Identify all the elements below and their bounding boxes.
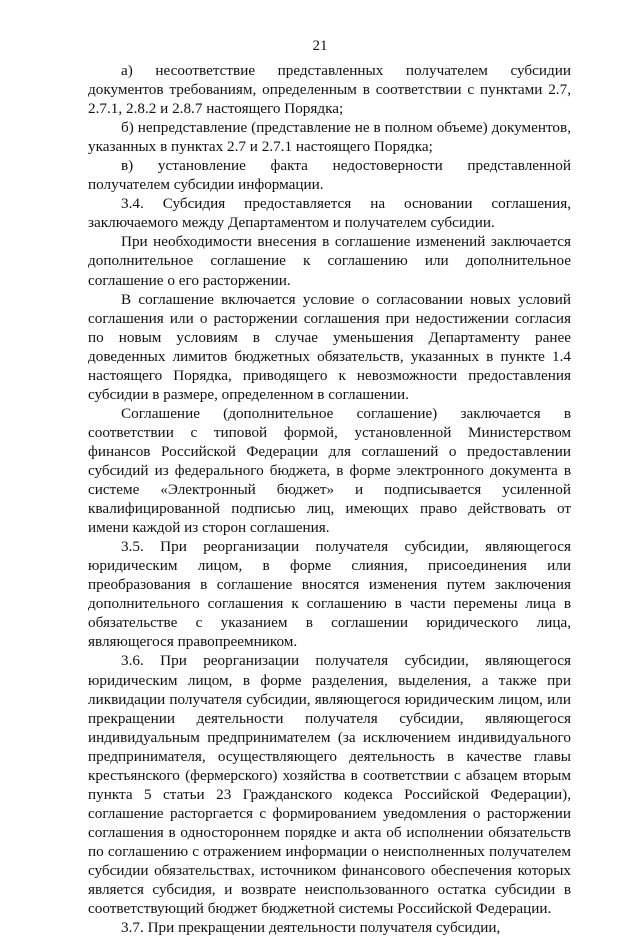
- paragraph-3-3-c: в) установление факта недостоверности представленной получателем субсидии информации.: [88, 157, 571, 194]
- paragraph-3-4: 3.4. Субсидия предоставляется на основании соглашения, заключаемого между Департаментом и получателем субсидии.: [88, 195, 571, 232]
- paragraph-3-6: 3.6. При реорганизации получателя субсидии, являющегося юридическим лицом, в форме разделения, выделения, а также при ликвидации получателя субсидии, являющегося юридическим лицом, или прекращении деятельности получателя субсидии, являющегося индивидуальным предпринимателем (за исключением индивидуального предпринимателя, осуществляющего деятельность в качестве главы крестьянского (фермерского) хозяйства в соответствии с абзацем вторым пункта 5 статьи 23 Гражданского кодекса Российской Федерации), соглашение расторгается с формированием уведомления о расторжении соглашения в одностороннем порядке и акта об исполнении обязательств по соглашению с отражением информации о неисполненных получателем субсидии обязательствах, источником финансового обеспечения которых является субсидия, и возврате неиспользованного остатка субсидии в соответствующий бюджет бюджетной системы Российской Федерации.: [88, 652, 571, 918]
- paragraph-3-7: 3.7. При прекращении деятельности получателя субсидии,: [121, 919, 501, 937]
- paragraph-3-4-standard-form: Соглашение (дополнительное соглашение) заключается в соответствии с типовой формой, установленной Министерством финансов Российской Федерации для соглашений о предоставлении субсидий из федерального бюджета, в форме электронного документа в системе «Электронный бюджет» и подписывается усиленной квалифицированной подписью лиц, имеющих право действовать от имени каждой из сторон соглашения.: [88, 404, 571, 537]
- document-body: [88, 61, 571, 937]
- paragraph-3-3-b: б) непредставление (представление не в полном объеме) документов, указанных в пунктах 2.7 и 2.7.1 настоящего Порядка;: [88, 119, 571, 156]
- paragraph-3-4-new-terms: В соглашение включается условие о согласовании новых условий соглашения или о расторжении соглашения при недостижении согласия по новым условиям в случае уменьшения Департаменту ранее доведенных лимитов бюджетных обязательств, указанных в пункте 1.4 настоящего Порядка, приводящего к невозможности предоставления субсидии в размере, определенном в соглашении.: [88, 290, 571, 403]
- paragraph-3-3-a: а) несоответствие представленных получателем субсидии документов требованиям, определенным в соответствии с пунктами 2.7, 2.7.1, 2.8.2 и 2.8.7 настоящего Порядка;: [88, 62, 571, 118]
- page-number: 21: [312, 38, 328, 54]
- paragraph-3-4-amendments: При необходимости внесения в соглашение изменений заключается дополнительное соглашение к соглашению или дополнительное соглашение о его расторжении.: [88, 233, 571, 289]
- paragraph-3-5: 3.5. При реорганизации получателя субсидии, являющегося юридическим лицом, в форме слияния, присоединения или преобразования в соглашение вносятся изменения путем заключения дополнительного соглашения к соглашению в части перемены лица в обязательстве с указанием в соглашении юридического лица, являющегося правопреемником.: [88, 538, 571, 651]
